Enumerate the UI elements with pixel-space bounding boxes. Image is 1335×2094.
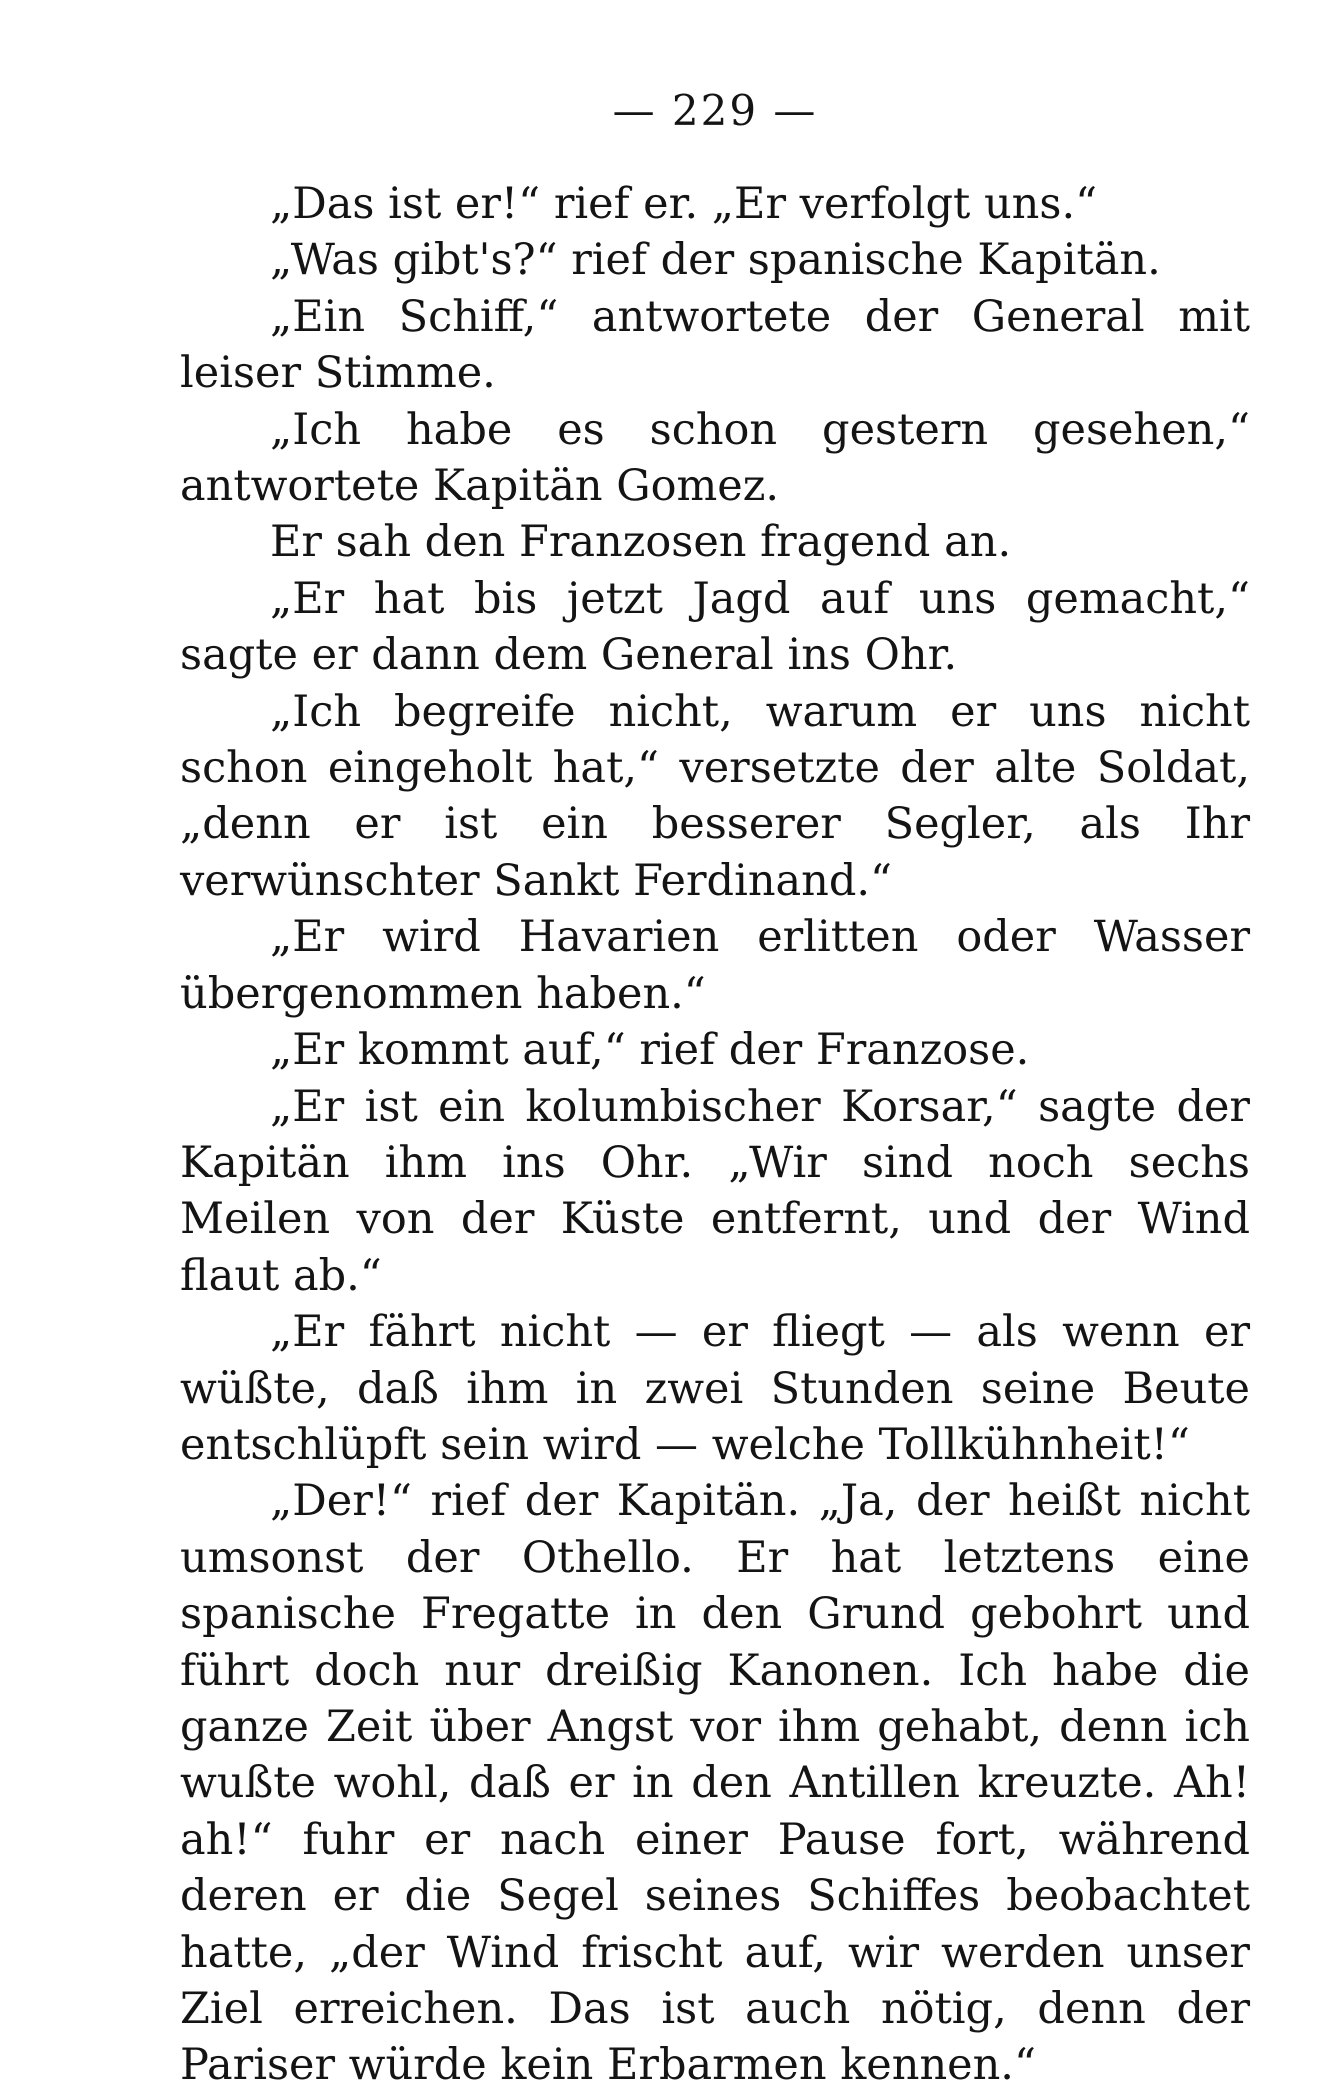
paragraph-5: Er sah den Franzosen fragend an. (270, 517, 1012, 568)
paragraph-7: „Ich begreife nicht, warum er uns nicht schon eingeholt hat,“ versetzte der alte Soldat, „denn er ist ein besserer Segler, als Ihr verwünschter Sankt Ferdinand.“ (180, 686, 1250, 906)
body-text (180, 176, 1250, 2094)
paragraph-10: „Er ist ein kolumbischer Korsar,“ sagte der Kapitän ihm ins Ohr. „Wir sind noch sechs Meilen von der Küste entfernt, und der Wind flaut ab.“ (180, 1081, 1250, 1301)
paragraph-3: „Ein Schiff,“ antwortete der General mit leiser Stimme. (180, 291, 1250, 399)
page-number: — 229 — (612, 86, 818, 135)
paragraph-6: „Er hat bis jetzt Jagd auf uns gemacht,“ sagte er dann dem General ins Ohr. (180, 573, 1250, 681)
paragraph-8: „Er wird Havarien erlitten oder Wasser übergenommen haben.“ (180, 912, 1250, 1019)
paragraph-2: „Was gibt's?“ rief der spanische Kapitän. (270, 235, 1161, 286)
paragraph-12: „Der!“ rief der Kapitän. „Ja, der heißt nicht umsonst der Othello. Er hat letztens eine spanische Fregatte in den Grund gebohrt und führt doch nur dreißig Kanonen. Ich habe die ganze Zeit über Angst vor ihm gehabt, denn ich wußte wohl, daß er in den Antillen kreuzte. Ah! ah!“ fuhr er nach einer Pause fort, während deren er die Segel seines Schiffes beobachtet hatte, „der Wind frischt auf, wir werden unser Ziel erreichen. Das ist auch nötig, denn der Pariser würde kein Erbarmen kennen.“ (180, 1476, 1250, 2091)
book-page (180, 80, 1250, 2091)
paragraph-4: „Ich habe es schon gestern gesehen,“ antwortete Kapitän Gomez. (180, 404, 1250, 512)
paragraph-11: „Er fährt nicht — er fliegt — als wenn er wüßte, daß ihm in zwei Stunden seine Beute entschlüpft sein wird — welche Tollkühnheit!“ (180, 1307, 1250, 1470)
paragraph-9: „Er kommt auf,“ rief der Franzose. (270, 1025, 1030, 1076)
paragraph-1: „Das ist er!“ rief er. „Er verfolgt uns.“ (270, 179, 1098, 229)
